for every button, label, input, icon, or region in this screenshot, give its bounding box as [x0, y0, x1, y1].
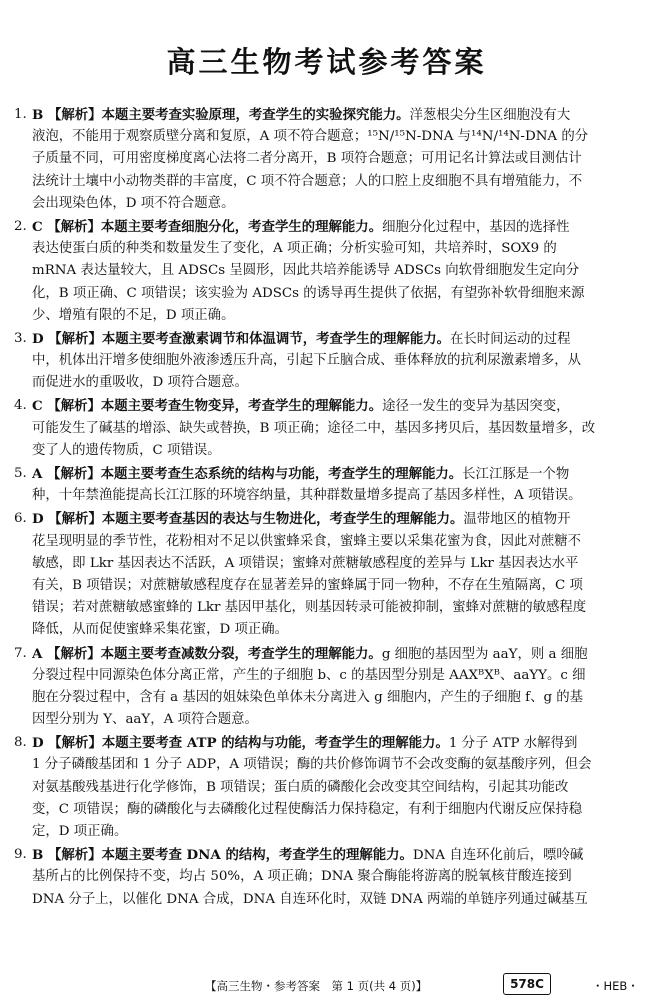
- answer-list: [14, 104, 642, 912]
- answer-number: 1.: [14, 107, 27, 122]
- answer-item: [14, 844, 642, 911]
- answer-text: 有关，B 项错误；对蔗糖敏感程度存在显著差异的蜜蜂属于同一物种，不存在生殖隔离，C 项: [32, 577, 583, 593]
- footer-region: ・HEB・: [592, 979, 639, 993]
- answer-text: 敏感，即 Lkr 基因表达不活跃，A 项错误；蜜蜂对蔗糖敏感程度的差异与 Lkr 基因表达水平: [32, 555, 579, 571]
- answer-line: [32, 553, 642, 575]
- answer-text: 长江江豚是一个物: [462, 467, 570, 482]
- answer-number: 4.: [14, 398, 27, 414]
- answer-number: 2.: [14, 218, 27, 234]
- answer-text: 1 分子磷酸基团和 1 分子 ADP，A 项错误；酶的共价修饰调节不会改变酶的氨基酸序列，但会: [32, 757, 592, 773]
- answer-text: 法统计土壤中小动物类群的丰富度，C 项不符合题意；人的口腔上皮细胞不具有增殖能力，不: [32, 173, 583, 189]
- answer-text: mRNA 表达量较大，且 ADSCs 呈圆形，因此共培养能诱导 ADSCs 向软骨细胞发生定向分: [32, 263, 580, 279]
- page-footer: [0, 971, 653, 999]
- answer-text: DNA 分子上，以催化 DNA 合成，DNA 自连环化时，双链 DNA 两端的单链序列通过碱基互: [32, 891, 588, 907]
- answer-text: g 细胞的基因型为 aaY，则 a 细胞: [381, 646, 588, 662]
- answer-item: [14, 104, 642, 215]
- answer-line: [32, 463, 642, 485]
- answer-line: [32, 126, 642, 148]
- answer-heading: A 【解析】本题主要考查生态系统的结构与功能，考查学生的理解能力。: [32, 466, 463, 482]
- answer-line: [32, 575, 642, 597]
- answer-text: 化，B 项正确、C 项错误；该实验为 ADSCs 的诱导再生提供了依据，有望弥补软骨细胞来源: [32, 285, 585, 301]
- answer-text: 表达使蛋白质的种类和数量发生了变化，A 项正确；分析实验可知，共培养时，SOX9 的: [32, 241, 557, 257]
- answer-line: [32, 821, 642, 843]
- answer-line: [32, 171, 642, 193]
- answer-text: 变了人的遗传物质，C 项错误。: [32, 442, 221, 458]
- answer-item: [14, 328, 642, 395]
- answer-line: [32, 283, 642, 305]
- answer-heading: A 【解析】本题主要考查减数分裂，考查学生的理解能力。: [32, 645, 382, 662]
- answer-text: 1 分子 ATP 水解得到: [448, 736, 578, 752]
- answer-text: 因型分别为 Y、aaY，A 项符合题意。: [32, 712, 258, 728]
- answer-line: [32, 643, 642, 665]
- answer-text: 子质量不同，可用密度梯度离心法将二者分离开，B 项符合题意；可用记名计算法或目测估计: [32, 151, 582, 167]
- answer-line: [32, 372, 642, 394]
- answer-text: 分裂过程中同源染色体分离正常，产生的子细胞 b、c 的基因型分别是 AAXᴮXᴮ、aaYY。c 细: [32, 667, 586, 683]
- answer-text: 会出现染色体，D 项不符合题意。: [32, 195, 235, 211]
- answer-line: [32, 260, 642, 282]
- answer-text: 对氨基酸残基进行化学修饰，B 项错误；蛋白质的磷酸化会改变其空间结构，引起其功能改: [32, 779, 569, 795]
- footer-page-info: 【高三生物・参考答案 第 1 页(共 4 页)】: [205, 979, 428, 993]
- answer-text: 温带地区的植物开: [463, 512, 571, 528]
- answer-text: 定，D 项正确。: [32, 824, 128, 839]
- answer-item: [14, 732, 642, 843]
- answer-line: [32, 889, 642, 911]
- answer-number: 5.: [14, 466, 27, 481]
- answer-line: [32, 709, 642, 731]
- answer-line: [32, 866, 642, 888]
- answer-text: 错误；若对蔗糖敏感蜜蜂的 Lkr 基因甲基化，则基因转录可能被抑制，蜜蜂对蔗糖的敏感程度: [32, 600, 587, 616]
- answer-text: 液泡，不能用于观察质壁分离和复原，A 项不符合题意；¹⁵N/¹⁵N-DNA 与¹⁴N/¹⁴N-DNA 的分: [32, 129, 589, 145]
- answer-item: [14, 216, 642, 327]
- page-title: 高三生物考试参考答案: [166, 45, 487, 79]
- footer-exam-code: 578C: [503, 973, 551, 995]
- answer-line: [32, 305, 642, 327]
- answer-item: [14, 395, 642, 462]
- answer-text: 而促进水的重吸收，D 项符合题意。: [32, 375, 248, 391]
- answer-line: [32, 395, 642, 417]
- answer-heading: D 【解析】本题主要考查基因的表达与生物进化，考查学生的理解能力。: [32, 511, 464, 528]
- answer-text: 基所占的比例保持不变，均占 50%，A 项正确；DNA 聚合酶能将游离的脱氧核苷酸连接到: [32, 869, 572, 885]
- answer-line: [32, 350, 642, 372]
- answer-line: [32, 104, 642, 126]
- answer-heading: C 【解析】本题主要考查细胞分化，考查学生的理解能力。: [32, 218, 383, 235]
- answer-line: [32, 485, 642, 507]
- answer-heading: B 【解析】本题主要考查 DNA 的结构，考查学生的理解能力。: [32, 847, 413, 864]
- answer-text: 可能发生了碱基的增添、缺失或替换，B 项正确；途径二中，基因多拷贝后，基因数量增多，改: [32, 420, 596, 436]
- answer-item: [14, 643, 642, 732]
- answer-line: [32, 508, 642, 530]
- answer-text: 种，十年禁渔能提高长江江豚的环境容纳量，其种群数量增多提高了基因多样性，A 项错误。: [32, 488, 582, 504]
- answer-number: 7.: [14, 645, 27, 661]
- answer-number: 8.: [14, 735, 27, 751]
- answer-heading: D 【解析】本题主要考查激素调节和体温调节，考查学生的理解能力。: [32, 330, 450, 347]
- answer-line: [32, 597, 642, 619]
- answer-line: [32, 531, 642, 553]
- answer-line: [32, 328, 642, 350]
- answer-line: [32, 687, 642, 709]
- answer-number: 6.: [14, 511, 27, 527]
- answer-line: [32, 799, 642, 821]
- answer-line: [32, 418, 642, 440]
- answer-text: DNA 自连环化前后，嘌呤碱: [412, 848, 584, 864]
- answer-number: 3.: [14, 330, 27, 346]
- answer-line: [32, 754, 642, 776]
- answer-text: 洋葱根尖分生区细胞没有大: [409, 108, 571, 123]
- answer-text: 中，机体出汗增多使细胞外液渗透压升高，引起下丘脑合成、垂体释放的抗利尿激素增多，从: [32, 353, 582, 369]
- answer-line: [32, 193, 642, 215]
- answer-line: [32, 665, 642, 687]
- answer-heading: D 【解析】本题主要考查 ATP 的结构与功能，考查学生的理解能力。: [32, 735, 449, 752]
- answer-text: 在长时间运动的过程: [450, 331, 571, 347]
- answer-heading: B 【解析】本题主要考查实验原理，考查学生的实验探究能力。: [32, 107, 410, 123]
- answer-item: [14, 463, 642, 507]
- answer-text: 胞在分裂过程中，含有 a 基因的姐妹染色单体未分离进入 g 细胞内，产生的子细胞 f、g 的基: [32, 689, 584, 705]
- answer-text: 少、增殖有限的不足，D 项正确。: [32, 307, 235, 323]
- answer-line: [32, 619, 642, 641]
- answer-text: 细胞分化过程中，基因的选择性: [382, 219, 570, 235]
- answer-text: 变，C 项错误；酶的磷酸化与去磷酸化过程使酶活力保持稳定，有利于细胞内代谢反应保持稳: [32, 801, 583, 817]
- answer-line: [32, 216, 642, 238]
- answer-heading: C 【解析】本题主要考查生物变异，考查学生的理解能力。: [32, 398, 383, 415]
- answer-text: 途径一发生的变异为基因突变，: [382, 399, 570, 415]
- answer-line: [32, 440, 642, 462]
- answer-text: 花呈现明显的季节性，花粉相对不足以供蜜蜂采食，蜜蜂主要以采集花蜜为食，因此对蔗糖不: [32, 533, 582, 549]
- answer-line: [32, 238, 642, 260]
- answer-item: [14, 508, 642, 641]
- answer-text: 降低，从而促使蜜蜂采集花蜜，D 项正确。: [32, 622, 289, 638]
- answer-line: [32, 148, 642, 170]
- answer-line: [32, 732, 642, 754]
- answer-number: 9.: [14, 847, 27, 863]
- answer-line: [32, 777, 642, 799]
- answer-line: [32, 844, 642, 866]
